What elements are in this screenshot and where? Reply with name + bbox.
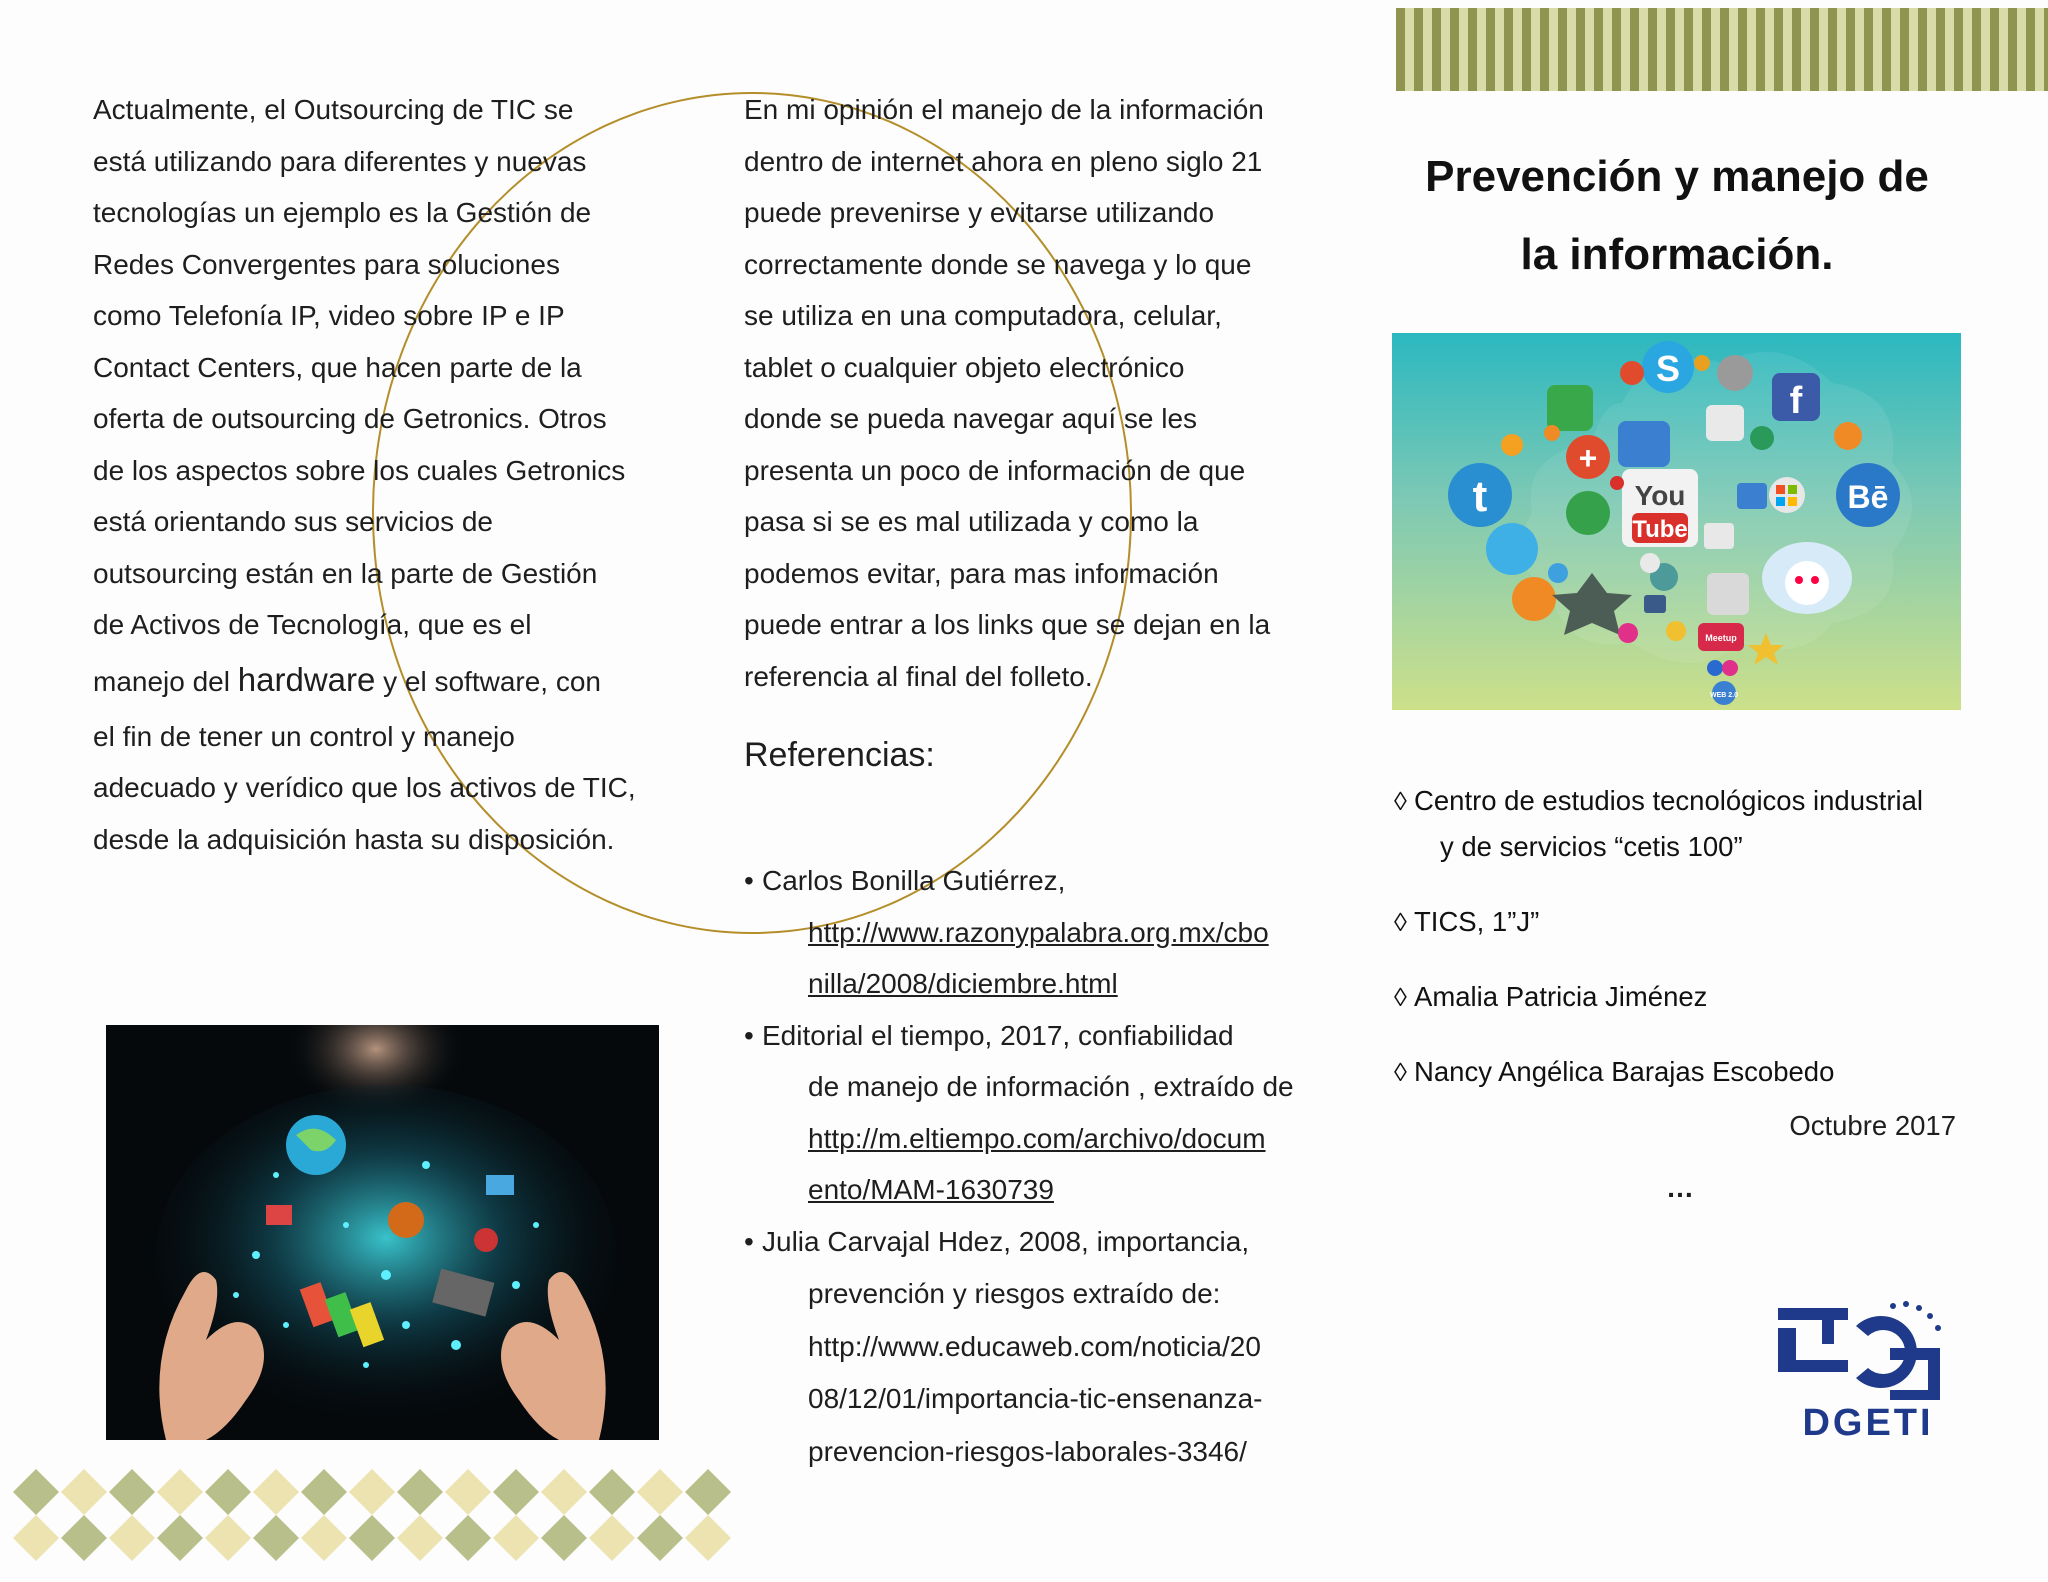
text-line: puede entrar a los links que se dejan en la <box>744 609 1271 640</box>
diamond-shape <box>445 1515 491 1561</box>
diamond-shape <box>301 1515 347 1561</box>
text-line: el fin de tener un control y manejo <box>93 720 515 752</box>
diamond-shape <box>493 1515 539 1561</box>
reference-text: http://www.educaweb.com/noticia/20 <box>808 1330 1261 1362</box>
diamond-shape <box>157 1469 203 1515</box>
meetup-label: Meetup <box>1705 633 1737 643</box>
text-line: En mi opinión el manejo de la información <box>744 94 1264 125</box>
diamond-shape <box>349 1469 395 1515</box>
diamond-shape <box>13 1469 59 1515</box>
text-line: se utiliza en una computadora, celular, <box>744 300 1222 331</box>
page-title <box>1392 138 1962 294</box>
author-info <box>1394 778 1964 1124</box>
app-icons <box>1448 341 1912 705</box>
diamond-shape <box>397 1469 443 1515</box>
text-fragment: manejo del <box>93 665 238 697</box>
reference-item <box>744 1010 1324 1216</box>
diamond-shape <box>589 1469 635 1515</box>
references-list <box>744 855 1324 1478</box>
reference-text: prevencion-riesgos-laborales-3346/ <box>808 1435 1247 1467</box>
reference-text: • Carlos Bonilla Gutiérrez, <box>762 865 1066 896</box>
svg-text:t: t <box>1472 472 1488 521</box>
title-line: Prevención y manejo de <box>1425 152 1929 201</box>
diamond-shape <box>637 1515 683 1561</box>
diamond-shape <box>493 1469 539 1515</box>
diamond-shape <box>61 1515 107 1561</box>
reference-link[interactable]: nilla/2008/diciembre.html <box>808 968 1118 999</box>
reference-item <box>744 855 1324 1010</box>
text-line: tecnologías un ejemplo es la Gestión de <box>93 197 592 228</box>
text-line: referencia al final del folleto. <box>744 660 1093 692</box>
info-text: Amalia Patricia Jiménez <box>1414 981 1708 1012</box>
text-line: podemos evitar, para mas información <box>744 557 1219 589</box>
diamond-shape <box>157 1515 203 1561</box>
reference-text: • Julia Carvajal Hdez, 2008, importancia, <box>762 1225 1250 1257</box>
diamond-shape <box>13 1515 59 1561</box>
intro-paragraph <box>93 84 683 865</box>
social-media-image <box>1392 333 1961 710</box>
info-text: y de servicios “cetis 100” <box>1440 831 1743 862</box>
diamond-shape <box>301 1469 347 1515</box>
text-line: de los aspectos sobre los cuales Getronics <box>93 454 626 486</box>
logo-text: DGETI <box>1802 1402 1934 1444</box>
text-line: dentro de internet ahora en pleno siglo 21 <box>744 145 1263 177</box>
text-line: presenta un poco de información de que <box>744 454 1246 486</box>
text-fragment: y el software, con <box>375 665 601 697</box>
diamond-shape <box>541 1469 587 1515</box>
diamond-shape <box>445 1469 491 1515</box>
info-item <box>1394 1049 1964 1095</box>
text-line: Actualmente, el Outsourcing de TIC se <box>93 94 574 125</box>
text-line: donde se pueda navegar aquí se les <box>744 403 1198 434</box>
text-line: adecuado y verídico que los activos de TIC, <box>93 772 636 803</box>
ellipsis: … <box>1666 1172 1694 1203</box>
reference-link[interactable]: http://www.razonypalabra.org.mx/cbo <box>808 916 1269 948</box>
text-line: de Activos de Tecnología, que es el <box>93 609 532 640</box>
info-item <box>1394 974 1964 1020</box>
reference-link[interactable]: ento/MAM-1630739 <box>808 1174 1054 1205</box>
diamond-shape <box>253 1469 299 1515</box>
text-line: Redes Convergentes para soluciones <box>93 248 560 280</box>
diamond-shape <box>61 1469 107 1515</box>
info-text: Nancy Angélica Barajas Escobedo <box>1414 1056 1835 1087</box>
decorative-diamonds <box>10 1468 740 1582</box>
text-line: está orientando sus servicios de <box>93 506 493 537</box>
info-text: Centro de estudios tecnológicos industrial <box>1414 785 1924 816</box>
reference-link[interactable]: http://m.eltiempo.com/archivo/docum <box>808 1122 1266 1154</box>
reference-item <box>744 1216 1324 1479</box>
skype-label: S <box>1655 348 1681 389</box>
reference-text: • Editorial el tiempo, 2017, confiabilidad <box>762 1019 1234 1051</box>
title-line: la información. <box>1520 230 1834 279</box>
reference-text: prevención y riesgos extraído de: <box>808 1278 1221 1309</box>
diamond-shape <box>253 1515 299 1561</box>
web20-label: WEB 2.0 <box>1709 692 1739 699</box>
date-label: Octubre 2017 <box>1789 1110 1956 1141</box>
hardware-word: hardware <box>237 660 376 698</box>
text-line: puede prevenirse y evitarse utilizando <box>744 197 1215 228</box>
diamond-shape <box>109 1515 155 1561</box>
info-text: TICS, 1”J” <box>1414 906 1540 937</box>
youtube-label: Tube <box>1632 516 1688 543</box>
text-line: tablet o cualquier objeto electrónico <box>744 351 1185 383</box>
opinion-paragraph <box>744 84 1324 702</box>
text-line: pasa si se es mal utilizada y como la <box>744 506 1199 537</box>
reference-text: 08/12/01/importancia-tic-ensenanza- <box>808 1383 1263 1414</box>
reference-text: de manejo de información , extraído de <box>808 1071 1294 1102</box>
diamond-shape <box>109 1469 155 1515</box>
behance-label: Bē <box>1847 479 1889 515</box>
hands-technology-image <box>106 1025 659 1440</box>
info-item <box>1394 899 1964 945</box>
decorative-stripes <box>1396 8 2048 91</box>
text-line: está utilizando para diferentes y nuevas <box>93 145 587 177</box>
youtube-label: You <box>1634 480 1686 511</box>
diamond-shape <box>205 1469 251 1515</box>
facebook-label: f <box>1789 380 1803 422</box>
diamond-shape <box>637 1469 683 1515</box>
diamond-shape <box>685 1469 731 1515</box>
diamond-shape <box>589 1515 635 1561</box>
svg-text:+: + <box>1578 440 1598 476</box>
text-line <box>93 651 683 711</box>
info-item <box>1394 778 1964 870</box>
text-line: Contact Centers, que hacen parte de la <box>93 351 582 383</box>
diamond-shape <box>685 1515 731 1561</box>
diamond-shape <box>397 1515 443 1561</box>
text-line: outsourcing están en la parte de Gestión <box>93 557 598 589</box>
text-line: oferta de outsourcing de Getronics. Otros <box>93 403 607 434</box>
references-heading: Referencias: <box>744 736 935 774</box>
text-line: desde la adquisición hasta su disposición. <box>93 823 615 855</box>
text-line: como Telefonía IP, video sobre IP e IP <box>93 300 565 331</box>
text-line: correctamente donde se navega y lo que <box>744 248 1252 280</box>
diamond-shape <box>349 1515 395 1561</box>
diamond-shape <box>205 1515 251 1561</box>
diamond-shape <box>541 1515 587 1561</box>
